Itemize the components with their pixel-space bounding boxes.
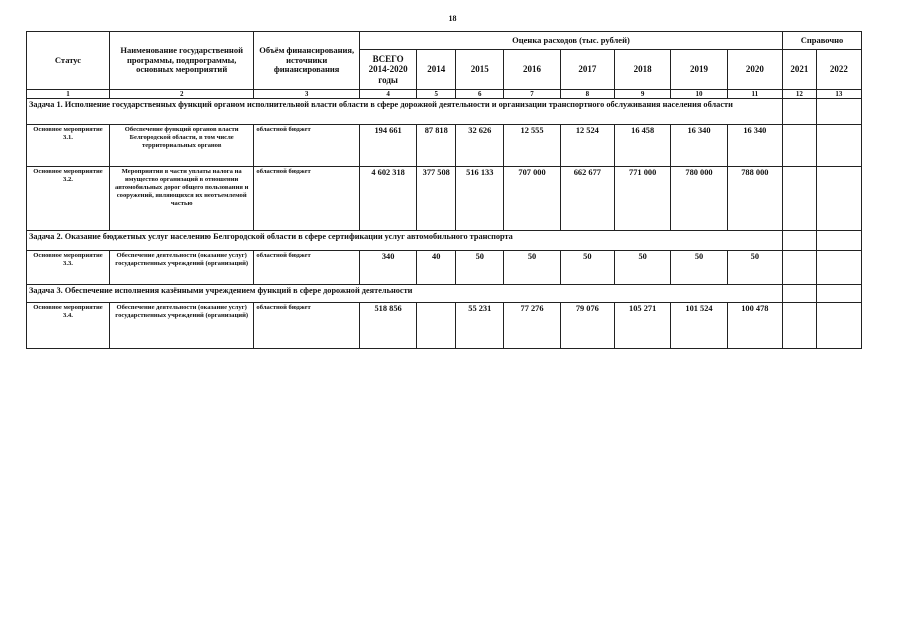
column-number: 4 bbox=[359, 90, 416, 99]
row-value: 516 133 bbox=[456, 167, 504, 231]
row-status: Основное мероприятие 3.2. bbox=[27, 167, 110, 231]
column-number: 3 bbox=[254, 90, 360, 99]
col-ref-year-header: 2022 bbox=[816, 50, 861, 90]
row-source: областной бюджет bbox=[254, 125, 360, 167]
row-value: 100 478 bbox=[727, 303, 782, 349]
col-year-header: 2020 bbox=[727, 50, 782, 90]
row-status: Основное мероприятие 3.3. bbox=[27, 251, 110, 285]
col-estimate-header: Оценка расходов (тыс. рублей) bbox=[359, 32, 782, 50]
column-number: 10 bbox=[671, 90, 727, 99]
row-value: 32 626 bbox=[456, 125, 504, 167]
row-value: 771 000 bbox=[614, 167, 670, 231]
task-title: Задача 2. Оказание бюджетных услуг населению Белгородской области в сфере сертификации услуг автомобильного транспорта bbox=[27, 231, 783, 251]
row-value: 79 076 bbox=[560, 303, 614, 349]
budget-table bbox=[26, 31, 862, 349]
col-year-header: 2015 bbox=[456, 50, 504, 90]
column-number: 2 bbox=[109, 90, 253, 99]
row-status: Основное мероприятие 3.4. bbox=[27, 303, 110, 349]
table-row bbox=[27, 303, 862, 349]
row-name: Обеспечение деятельности (оказание услуг) государственных учреждений (организаций) bbox=[109, 251, 253, 285]
row-value: 16 340 bbox=[727, 125, 782, 167]
row-name: Обеспечение функций органов власти Белгородской области, в том числе территориальных органов bbox=[109, 125, 253, 167]
column-number: 8 bbox=[560, 90, 614, 99]
column-number: 9 bbox=[614, 90, 670, 99]
row-name: Обеспечение деятельности (оказание услуг) государственных учреждений (организаций) bbox=[109, 303, 253, 349]
row-value: 50 bbox=[614, 251, 670, 285]
empty-cell bbox=[783, 167, 817, 231]
row-value: 16 340 bbox=[671, 125, 727, 167]
row-value: 788 000 bbox=[727, 167, 782, 231]
row-value: 707 000 bbox=[504, 167, 560, 231]
col-ref-year-header: 2021 bbox=[783, 50, 817, 90]
row-value: 4 602 318 bbox=[359, 167, 416, 231]
column-number: 13 bbox=[816, 90, 861, 99]
column-number: 6 bbox=[456, 90, 504, 99]
row-value: 194 661 bbox=[359, 125, 416, 167]
row-source: областной бюджет bbox=[254, 303, 360, 349]
row-value: 101 524 bbox=[671, 303, 727, 349]
row-value: 377 508 bbox=[417, 167, 456, 231]
row-value: 12 524 bbox=[560, 125, 614, 167]
row-value: 50 bbox=[456, 251, 504, 285]
empty-cell bbox=[816, 251, 861, 285]
row-value: 77 276 bbox=[504, 303, 560, 349]
task-row bbox=[27, 231, 862, 251]
row-value: 780 000 bbox=[671, 167, 727, 231]
col-status-header: Статус bbox=[27, 32, 110, 90]
row-value: 50 bbox=[560, 251, 614, 285]
task-row bbox=[27, 285, 862, 303]
empty-cell bbox=[816, 231, 861, 251]
table-row bbox=[27, 251, 862, 285]
empty-cell bbox=[783, 303, 817, 349]
task-row bbox=[27, 99, 862, 125]
empty-cell bbox=[783, 285, 817, 303]
col-name-header: Наименование государственной программы, подпрограммы, основных мероприятий bbox=[109, 32, 253, 90]
row-value: 518 856 bbox=[359, 303, 416, 349]
col-year-header: 2014 bbox=[417, 50, 456, 90]
column-number: 11 bbox=[727, 90, 782, 99]
row-value: 50 bbox=[504, 251, 560, 285]
empty-cell bbox=[816, 125, 861, 167]
row-value bbox=[417, 303, 456, 349]
col-year-header: 2016 bbox=[504, 50, 560, 90]
column-numbers-row bbox=[27, 90, 862, 99]
empty-cell bbox=[783, 99, 817, 125]
col-year-header: 2018 bbox=[614, 50, 670, 90]
empty-cell bbox=[816, 99, 861, 125]
row-value: 340 bbox=[359, 251, 416, 285]
empty-cell bbox=[816, 285, 861, 303]
row-value: 12 555 bbox=[504, 125, 560, 167]
page-number: 18 bbox=[448, 14, 457, 23]
col-year-header: 2017 bbox=[560, 50, 614, 90]
row-value: 50 bbox=[671, 251, 727, 285]
column-number: 12 bbox=[783, 90, 817, 99]
row-value: 87 818 bbox=[417, 125, 456, 167]
table-row bbox=[27, 125, 862, 167]
column-number: 1 bbox=[27, 90, 110, 99]
row-value: 16 458 bbox=[614, 125, 670, 167]
task-title: Задача 3. Обеспечение исполнения казёнными учреждением функций в сфере дорожной деятельности bbox=[27, 285, 783, 303]
task-title: Задача 1. Исполнение государственных функций органом исполнительной власти области в сфере дорожной деятельности и организации транспортного обслуживания населения области bbox=[27, 99, 783, 125]
row-name: Мероприятия в части уплаты налога на имущество организаций в отношении автомобильных дорог общего пользования и сооружений, являющихся их неотъемлемой частью bbox=[109, 167, 253, 231]
empty-cell bbox=[816, 303, 861, 349]
col-volume-header: Объём финансирования, источники финансирования bbox=[254, 32, 360, 90]
empty-cell bbox=[783, 231, 817, 251]
empty-cell bbox=[816, 167, 861, 231]
column-number: 5 bbox=[417, 90, 456, 99]
table-row bbox=[27, 167, 862, 231]
row-value: 55 231 bbox=[456, 303, 504, 349]
row-value: 105 271 bbox=[614, 303, 670, 349]
row-status: Основное мероприятие 3.1. bbox=[27, 125, 110, 167]
header-row-1 bbox=[27, 32, 862, 50]
col-reference-header: Справочно bbox=[783, 32, 862, 50]
row-value: 40 bbox=[417, 251, 456, 285]
empty-cell bbox=[783, 125, 817, 167]
row-source: областной бюджет bbox=[254, 251, 360, 285]
col-year-header: 2019 bbox=[671, 50, 727, 90]
row-value: 662 677 bbox=[560, 167, 614, 231]
empty-cell bbox=[783, 251, 817, 285]
row-value: 50 bbox=[727, 251, 782, 285]
col-total-header: ВСЕГО 2014-2020 годы bbox=[359, 50, 416, 90]
row-source: областной бюджет bbox=[254, 167, 360, 231]
column-number: 7 bbox=[504, 90, 560, 99]
